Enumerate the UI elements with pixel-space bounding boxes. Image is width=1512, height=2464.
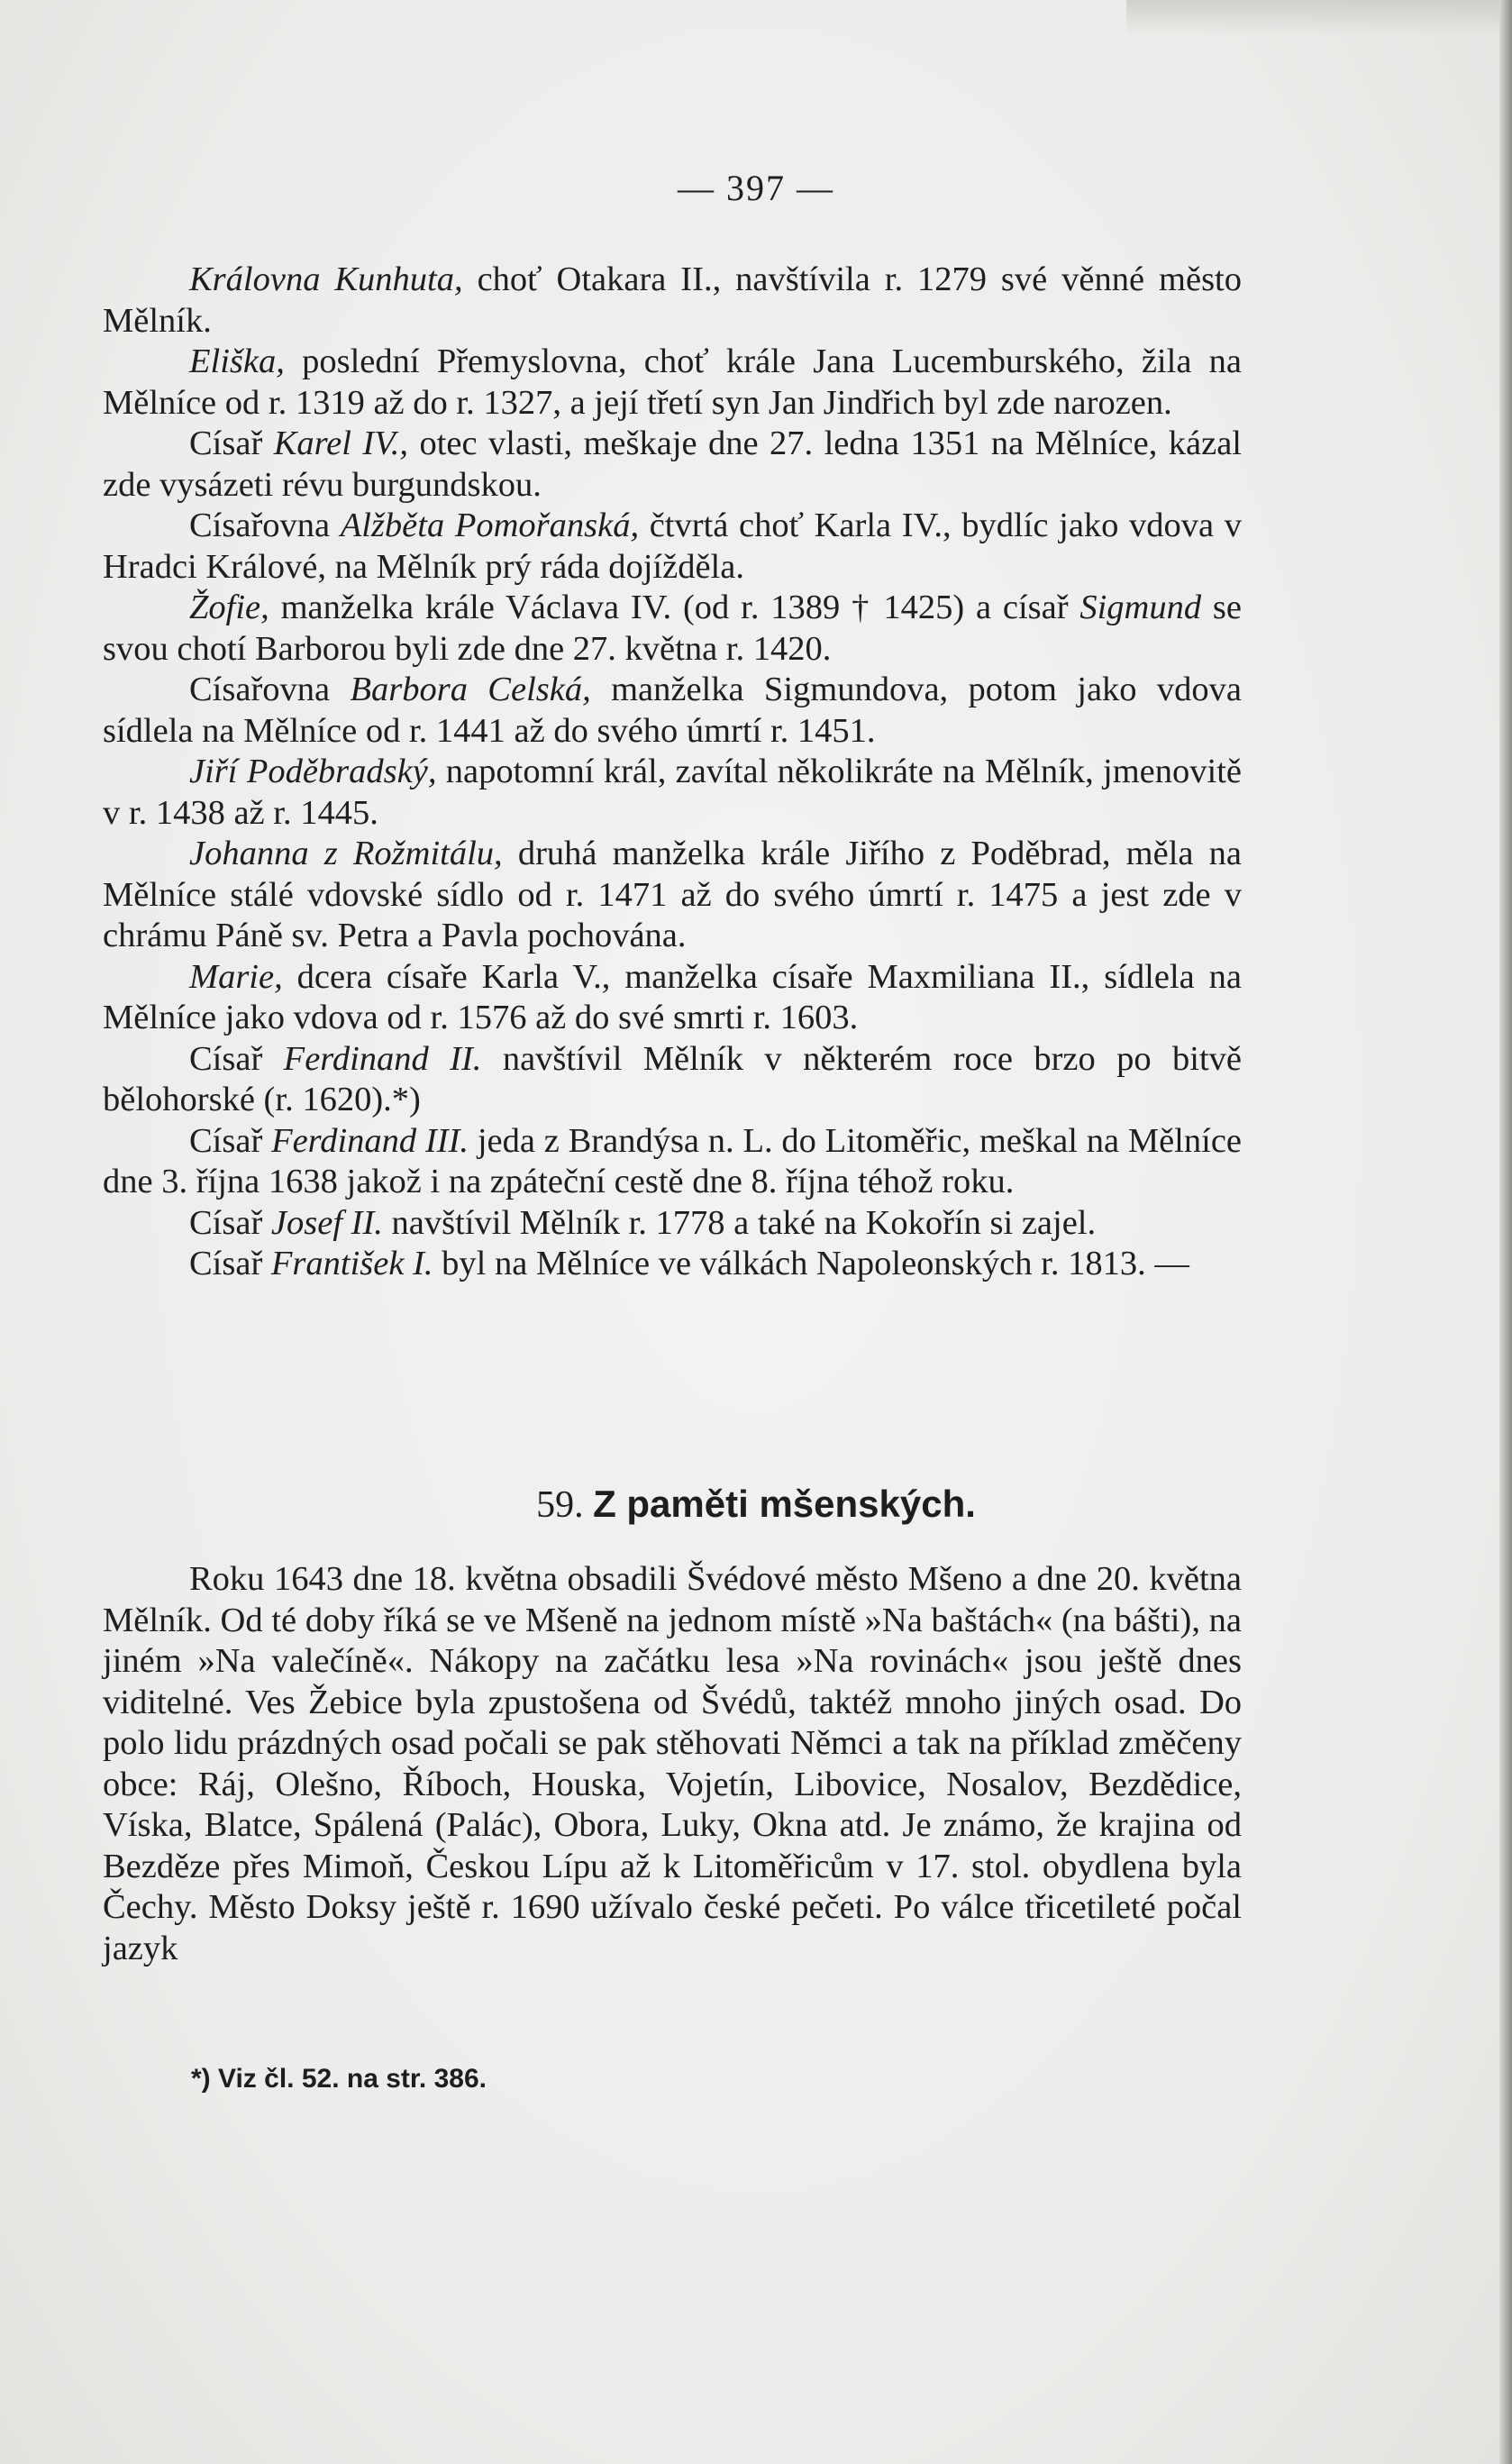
section-royal-visits — [103, 260, 1242, 1285]
person-name: Josef II. — [270, 1203, 383, 1242]
paragraph-frantisek-i — [103, 1244, 1242, 1285]
title-prefix: Císař — [189, 1203, 271, 1242]
footnote: *) Viz čl. 52. na str. 386. — [191, 2064, 487, 2094]
paragraph-text: navštívil Mělník r. 1778 a také na Kokořín si zajel. — [382, 1203, 1097, 1242]
title-prefix: Císařovna — [189, 506, 341, 544]
paragraph-text: byl na Mělníce ve válkách Napoleonských r. 1813. — — [433, 1245, 1189, 1282]
title-prefix: Císař — [189, 1245, 271, 1282]
paragraph-text: druhá manželka krále Jiřího z Poděbrad, měla na Mělníce stálé vdovské sídlo od r. 1471 až do svého úmrtí r. 1475 a jest zde v chrámu Páně sv. Petra a Pavla pochována. — [103, 835, 1242, 954]
person-name: Alžběta Pomořanská, — [340, 506, 640, 544]
paragraph-text: manželka Sigmundova, potom jako vdova sídlela na Mělníce od r. 1441 až do svého úmrtí r. 1451. — [103, 671, 1243, 750]
paragraph-karel-iv — [103, 424, 1242, 506]
person-name: Ferdinand III. — [271, 1121, 469, 1160]
section-number: 59. — [536, 1484, 584, 1526]
page-number: — 397 — — [678, 168, 834, 208]
page-edge-shadow-top — [1126, 0, 1512, 36]
paragraph-text: choť Otakara II., navštívila r. 1279 své věnné město Mělník. — [103, 260, 1242, 340]
paragraph-josef-ii — [103, 1203, 1242, 1245]
paragraph-text: poslední Přemyslovna, choť krále Jana Lucemburského, žila na Mělníce od r. 1319 až do r. 1327, a její třetí syn Jan Jindřich byl zde narozen. — [103, 342, 1242, 422]
person-name: Jiří Poděbradský, — [189, 753, 437, 790]
page-edge-shadow-right — [1499, 0, 1512, 2464]
person-name: Karel IV., — [273, 424, 409, 462]
person-name: Ferdinand II. — [283, 1039, 482, 1078]
section-title: Z paměti mšenských. — [593, 1483, 976, 1525]
section-body: Roku 1643 dne 18. května obsadili Švédové město Mšeno a dne 20. května Mělník. Od té doby říká se ve Mšeně na jednom místě »Na baštách« (na bášti), na jiném »Na valečíně«. Nákopy na začátku lesa »Na rovinách« jsou ještě dnes viditelné. Ves Žebice byla zpustošena od Švédů, taktéž mnoho jiných osad. Do polo lidu prázdných osad počali se pak stěhovati Němci a tak na příklad změčeny obce: Ráj, Olešno, Říboch, Houska, Vojetín, Libovice, Nosalov, Bezdědice, Víska, Blatce, Spálená (Palác), Obora, Luky, Okna atd. Je známo, že krajina od Bezděze přes Mimoň, Českou Lípu až k Litoměřicům v 17. stol. obydlena byla Čechy. Město Doksy ještě r. 1690 užívalo české pečeti. Po válce třicetileté počal jazyk — [103, 1560, 1242, 1967]
paragraph-marie — [103, 957, 1242, 1039]
paragraph-barbora — [103, 670, 1242, 752]
person-name: František I. — [270, 1245, 433, 1282]
title-prefix: Císař — [189, 1039, 284, 1078]
paragraph-text: napotomní král, zavítal několikráte na Mělník, jmenovitě v r. 1438 až r. 1445. — [103, 753, 1243, 832]
title-prefix: Císař — [189, 424, 274, 462]
paragraph-kunhuta — [103, 260, 1242, 342]
person-name-2: Sigmund — [1079, 589, 1202, 626]
title-prefix: Císařovna — [189, 671, 351, 708]
paragraph-eliska — [103, 342, 1242, 424]
paragraph-text: navštívil Mělník v některém roce brzo po bitvě bělohorské (r. 1620).*) — [103, 1039, 1242, 1118]
paragraph-text: otec vlasti, meškaje dne 27. ledna 1351 na Mělníce, kázal zde vysázeti révu burgundskou. — [103, 424, 1242, 504]
person-name: Královna Kunhuta, — [189, 260, 463, 298]
paragraph-jiri — [103, 752, 1242, 834]
paragraph-text: manželka krále Václava IV. (od r. 1389 † 1425) a císař — [269, 589, 1080, 626]
paragraph-ferdinand-iii — [103, 1121, 1242, 1203]
paragraph-zofie — [103, 588, 1242, 670]
person-name: Barbora Celská, — [350, 671, 591, 708]
paragraph-text: jeda z Brandýsa n. L. do Litoměřic, meškal na Mělníce dne 3. října 1638 jakož i na zpáteční cestě dne 8. října téhož roku. — [103, 1121, 1242, 1200]
title-prefix: Císař — [189, 1121, 272, 1160]
paragraph-text: čtvrtá choť Karla IV., bydlíc jako vdova v Hradci Králové, na Mělník prý ráda dojížděla. — [103, 506, 1242, 586]
paragraph-ferdinand-ii — [103, 1039, 1242, 1121]
paragraph-text: dcera císaře Karla V., manželka císaře Maxmiliana II., sídlela na Mělníce jako vdova od r. 1576 až do své smrti r. 1603. — [103, 957, 1242, 1036]
paragraph-alzbeta — [103, 506, 1242, 588]
paragraph-johanna — [103, 834, 1242, 957]
section-heading — [0, 1483, 1512, 1527]
section-msensko — [103, 1559, 1242, 1969]
person-name: Johanna z Rožmitálu, — [189, 835, 503, 872]
person-name: Žofie, — [189, 589, 269, 626]
person-name: Marie, — [189, 957, 283, 996]
person-name: Eliška, — [189, 342, 285, 380]
paragraph-text-2: se svou chotí Barborou byli zde dne 27. května r. 1420. — [103, 589, 1242, 668]
